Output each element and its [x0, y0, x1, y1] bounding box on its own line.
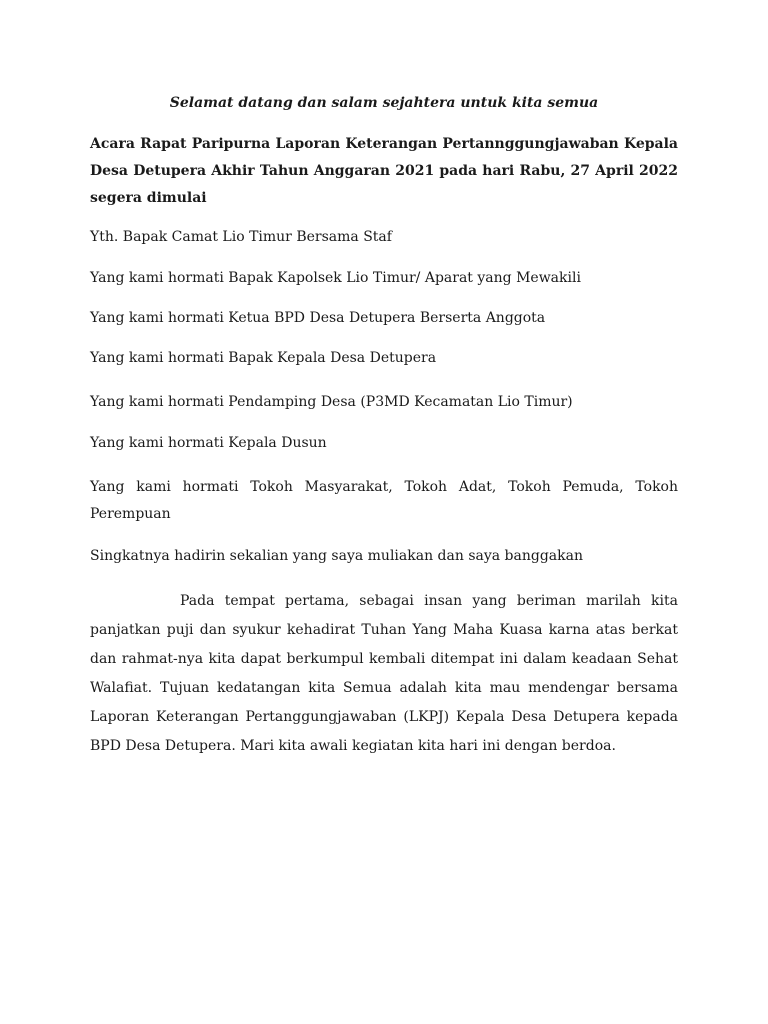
- greeting-line-tokoh: Yang kami hormati Tokoh Masyarakat, Tokoh Adat, Tokoh Pemuda, Tokoh Perempuan: [90, 479, 678, 522]
- greeting-line-kapolsek: Yang kami hormati Bapak Kapolsek Lio Timur/ Aparat yang Mewakili: [90, 270, 581, 286]
- greeting-line-kepala-desa: Yang kami hormati Bapak Kepala Desa Detupera: [90, 350, 437, 366]
- opening-paragraph: Pada tempat pertama, sebagai insan yang beriman marilah kita panjatkan puji dan syukur kehadirat Tuhan Yang Maha Kuasa karna atas berkat dan rahmat-nya kita dapat berkumpul kembali ditempat ini dalam keadaan Sehat Walafiat. Tujuan kedatangan kita Semua adalah kita mau mendengar bersama Laporan Keterangan Pertanggungjawaban (LKPJ) Kepala Desa Detupera kepada BPD Desa Detupera. Mari kita awali kegiatan kita hari ini dengan berdoa.: [90, 593, 678, 754]
- greeting-line-hadirin: Singkatnya hadirin sekalian yang saya muliakan dan saya banggakan: [90, 548, 584, 564]
- greeting-line-kepala-dusun: Yang kami hormati Kepala Dusun: [90, 435, 327, 451]
- greeting-line-ketua-bpd: Yang kami hormati Ketua BPD Desa Detupera Berserta Anggota: [90, 310, 546, 326]
- event-announcement: Acara Rapat Paripurna Laporan Keterangan Pertannggungjawaban Kepala Desa Detupera Akhir Tahun Anggaran 2021 pada hari Rabu, 27 April 2022 segera dimulai: [90, 136, 678, 206]
- document-title: Selamat datang dan salam sejahtera untuk kita semua: [169, 95, 599, 111]
- greeting-line-camat: Yth. Bapak Camat Lio Timur Bersama Staf: [90, 229, 392, 245]
- greeting-line-pendamping-desa: Yang kami hormati Pendamping Desa (P3MD Kecamatan Lio Timur): [90, 394, 573, 410]
